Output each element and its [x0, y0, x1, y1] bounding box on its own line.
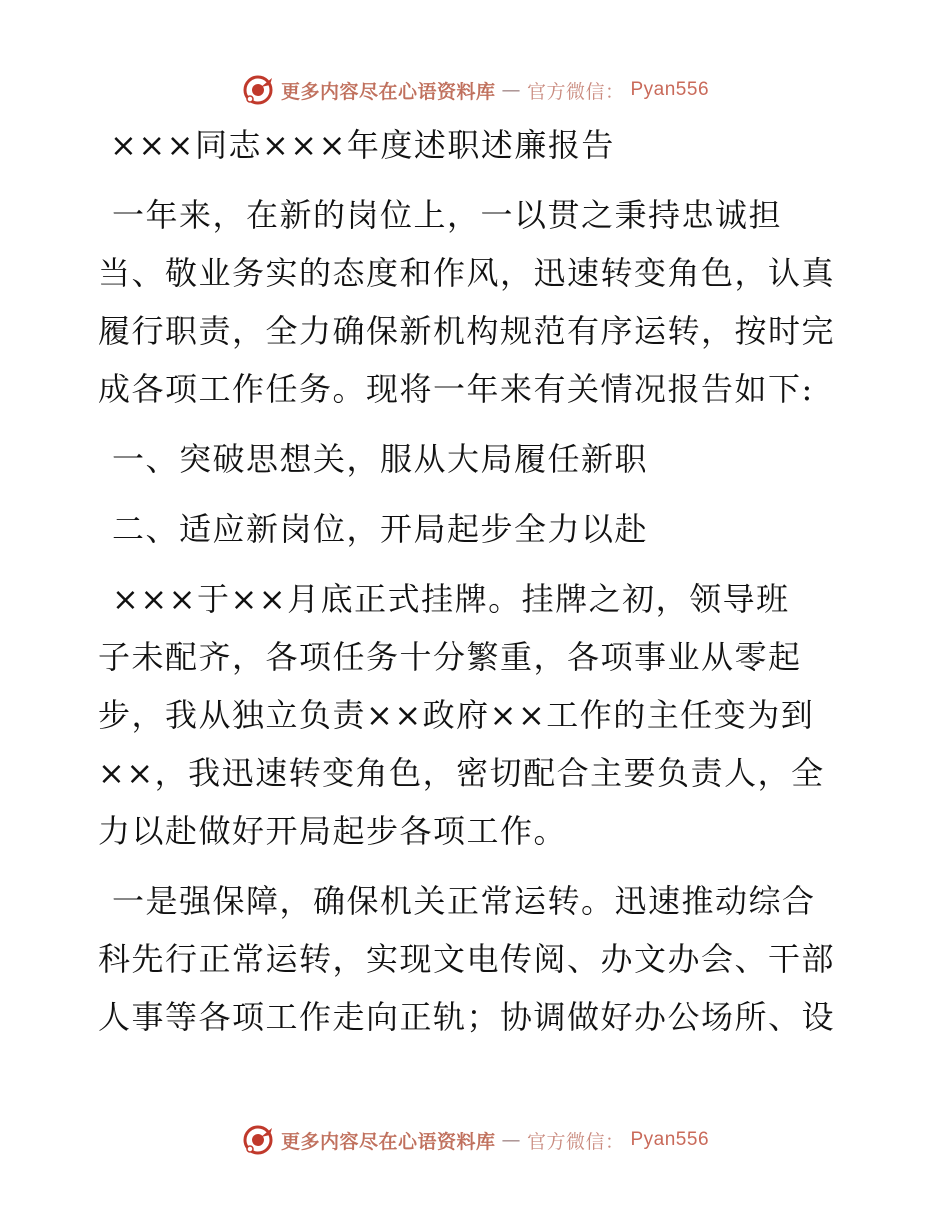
watermark-label: 官方微信： [526, 80, 625, 103]
paragraph-line: 履行职责，全力确保新机构规范有序运转，按时完 [98, 312, 836, 350]
watermark-text: 更多内容尽在心语资料库 [280, 80, 496, 103]
section-heading-2: 二、适应新岗位，开局起步全力以赴 [112, 510, 649, 548]
header-watermark [0, 70, 950, 110]
paragraph-line: 成各项工作任务。现将一年来有关情况报告如下: [98, 370, 814, 408]
watermark-dash: — [501, 79, 521, 101]
watermark-dash: — [501, 1129, 521, 1151]
watermark-wechat-id: Pyan556 [630, 1129, 710, 1150]
paragraph-line: 一是强保障，确保机关正常运转。迅速推动综合 [112, 882, 816, 920]
paragraph-intro [98, 194, 858, 410]
document-title: ×××同志×××年度述职述廉报告 [110, 126, 615, 164]
paragraph-line: 子未配齐，各项任务十分繁重，各项事业从零起 [98, 638, 802, 676]
paragraph-opening [98, 578, 858, 852]
paragraph-line: 当、敬业务实的态度和作风，迅速转变角色，认真 [98, 254, 836, 292]
paragraph-guarantee [98, 880, 858, 1038]
watermark-text: 更多内容尽在心语资料库 [280, 1130, 496, 1153]
red-circular-seal-logo-icon [241, 73, 275, 107]
section-heading-1: 一、突破思想关，服从大局履任新职 [112, 440, 649, 478]
paragraph-line: 力以赴做好开局起步各项工作。 [98, 812, 568, 850]
red-circular-seal-logo-icon [241, 1123, 275, 1157]
paragraph-line: 人事等各项工作走向正轨；协调做好办公场所、设 [98, 998, 836, 1036]
watermark-wechat-id: Pyan556 [630, 79, 710, 100]
paragraph-line: 一年来，在新的岗位上，一以贯之秉持忠诚担 [112, 196, 783, 234]
document-body [98, 118, 858, 1038]
paragraph-line: 步，我从独立负责××政府××工作的主任变为到 [98, 696, 815, 734]
paragraph-line: 科先行正常运转，实现文电传阅、办文办会、干部 [98, 940, 836, 978]
paragraph-line: ××，我迅速转变角色，密切配合主要负责人，全 [98, 754, 825, 792]
watermark-label: 官方微信： [526, 1130, 625, 1153]
footer-watermark [0, 1120, 950, 1160]
paragraph-line: ×××于××月底正式挂牌。挂牌之初，领导班 [112, 580, 790, 618]
